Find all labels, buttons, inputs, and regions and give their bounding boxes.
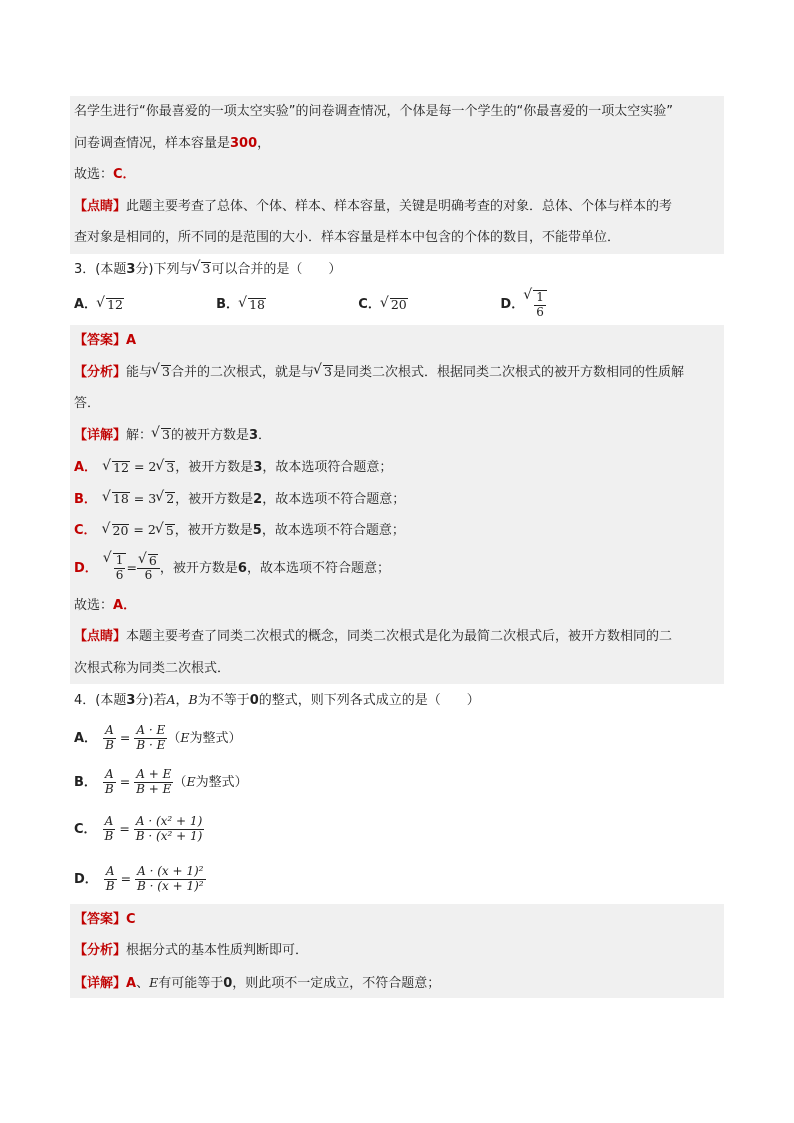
fraction	[104, 865, 117, 894]
sqrt-expression	[103, 461, 130, 475]
detail-line	[74, 967, 720, 999]
detail-option-c	[74, 514, 720, 546]
option-label: C．	[74, 821, 97, 837]
detail-option-d	[74, 546, 720, 590]
answer-line	[74, 325, 720, 357]
point-tag: 【点睛】	[74, 629, 127, 644]
detail-option-b	[74, 483, 720, 515]
option-d: D． $\frac{A}{B}$ = $\frac{\text{A · (x + 1)²}}{\text{B · (x + 1)²}}$	[74, 863, 204, 893]
radicand: 3	[162, 427, 170, 443]
analysis-line	[74, 357, 720, 389]
variable: E	[180, 729, 190, 745]
option-label: C．	[358, 297, 381, 312]
answer-line	[74, 904, 720, 936]
score: 3	[126, 693, 136, 708]
text: ，则此项不一定成立，不符合题意；	[232, 975, 441, 991]
analysis-tag: 【分析】	[74, 364, 127, 380]
text-line	[74, 128, 720, 160]
radicand: 2	[166, 491, 175, 507]
q4-solution-block	[70, 904, 724, 999]
point-line	[74, 621, 720, 653]
fraction	[134, 724, 167, 753]
math-text: = 3	[129, 490, 157, 506]
question-3	[70, 254, 724, 326]
text: （	[167, 730, 181, 746]
option-label: C．	[74, 523, 97, 538]
sqrt-expression	[152, 365, 171, 379]
fraction	[114, 554, 126, 583]
option-a: A． $\frac{A}{B}$ = $\frac{A \cdot E}{B \cdot E}$ （E为整式）	[74, 722, 242, 752]
analysis-tag: 【分析】	[74, 943, 127, 958]
q2-solution-block	[70, 96, 724, 254]
text: （	[173, 774, 187, 790]
denominator: B + E	[136, 781, 172, 796]
fraction	[135, 865, 206, 894]
math-text: =	[126, 559, 137, 575]
text: 解：	[126, 427, 153, 443]
document-page	[70, 96, 724, 998]
variable: A	[126, 975, 137, 991]
text: 有可能等于	[158, 975, 224, 991]
variable: B	[188, 692, 198, 707]
number: 0	[249, 693, 259, 708]
variable: E	[149, 974, 159, 990]
option-label: A．	[74, 730, 98, 746]
text: 合并的二次根式，就是与	[170, 364, 314, 380]
text: 此题主要考查了总体、个体、样本、样本容量，关键是明确考查的对象．总体、个体与样本的考	[126, 198, 673, 214]
denominator: 6	[115, 568, 124, 582]
number: 2	[253, 491, 263, 507]
text: 可以合并的是（ ）	[211, 261, 342, 277]
numerator: A	[104, 813, 114, 828]
choice-answer: C．	[113, 167, 136, 182]
option-label: A．	[74, 460, 98, 475]
sqrt-expression	[314, 365, 333, 379]
sqrt-expression	[103, 524, 130, 538]
numerator: A · (x + 1)²	[137, 863, 204, 878]
text: 故选：	[74, 167, 114, 182]
options-row	[74, 285, 720, 325]
radicand: 5	[165, 522, 174, 538]
text: 故选：	[74, 597, 114, 613]
choose-line	[74, 590, 720, 622]
numerator: A · (x² + 1)	[135, 813, 203, 828]
text: ．	[258, 427, 272, 443]
denominator: B · (x + 1)²	[137, 878, 204, 893]
text-line: 答．	[74, 396, 101, 411]
fraction	[103, 768, 116, 797]
answer-value: C	[126, 911, 136, 927]
denominator: B	[105, 878, 115, 893]
text: 是同类二次根式．根据同类二次根式的被开方数相同的性质解	[332, 364, 684, 380]
math-text: = 2	[129, 522, 156, 537]
option-label: B．	[74, 774, 97, 790]
sqrt-expression	[104, 553, 127, 583]
text-line: 查对象是相同的，所不同的是范围的大小．样本容量是样本中包含的个体的数目，不能带单位．	[74, 230, 621, 245]
numerator: A + E	[136, 766, 172, 781]
numerator: A	[105, 722, 114, 737]
option-label: A．	[74, 297, 98, 312]
text: 的被开方数是	[170, 427, 249, 443]
text: ，故本选项符合题意；	[262, 460, 393, 475]
q3-solution-block	[70, 325, 724, 684]
text-line: 次根式称为同类二次根式．	[74, 660, 231, 676]
denominator: 6	[536, 304, 544, 319]
text: ，被开方数是	[159, 560, 238, 576]
sqrt-expression	[239, 298, 266, 312]
sqrt-expression	[156, 524, 175, 538]
sqrt-expression	[156, 461, 175, 475]
sqrt-expression	[192, 262, 211, 276]
score: 3	[126, 261, 136, 277]
detail-line	[74, 420, 720, 452]
numerator: √ 1	[536, 289, 544, 304]
number: 3	[249, 427, 259, 443]
choose-line	[74, 159, 720, 191]
text: 根据分式的基本性质判断即可．	[126, 943, 309, 958]
text: ，被开方数是	[175, 491, 254, 507]
fraction	[103, 815, 116, 844]
text: ，故本选项不符合题意；	[246, 560, 390, 576]
number: 6	[237, 560, 247, 576]
answer-tag: 【答案】	[74, 911, 127, 927]
fraction	[103, 724, 116, 753]
detail-tag: 【详解】	[74, 427, 127, 443]
question-stem	[74, 254, 720, 286]
option-label: D．	[500, 297, 525, 312]
point-tag: 【点睛】	[74, 198, 127, 214]
denominator: 6	[144, 567, 153, 582]
fraction	[534, 291, 546, 320]
text: ，被开方数是	[174, 523, 253, 538]
text: 3．(本题	[74, 261, 127, 277]
radicand: 18	[249, 296, 265, 312]
radicand: 20	[390, 296, 407, 312]
option-label: B．	[74, 491, 97, 507]
numerator: √ 1	[115, 553, 124, 568]
radicand: 18	[112, 491, 129, 507]
text: 问卷调查情况，样本容量是	[74, 135, 231, 151]
denominator: B	[105, 737, 114, 752]
text: 分)下列与	[135, 261, 193, 277]
option-c	[358, 285, 496, 325]
answer-value: A	[126, 333, 137, 348]
radicand: 20	[112, 522, 129, 538]
option-b	[216, 285, 354, 325]
numerator: A · E	[136, 722, 166, 737]
numerator: A	[105, 863, 115, 878]
text: ，	[257, 135, 271, 151]
number: 3	[253, 460, 263, 475]
sqrt-expression	[103, 492, 130, 506]
text: 本题主要考查了同类二次根式的概念，同类二次根式是化为最简二次根式后，被开方数相同的二	[126, 629, 673, 644]
radicand: 12	[113, 459, 129, 475]
sqrt-expression	[381, 298, 408, 312]
option-label: B．	[216, 297, 240, 312]
text: 为整式）	[195, 774, 248, 790]
option-a	[74, 285, 212, 325]
sqrt-expression	[97, 298, 124, 312]
radicand: 12	[107, 296, 123, 312]
choice-answer: A．	[113, 597, 137, 613]
number: 5	[252, 523, 262, 538]
text: 的整式，则下列各式成立的是（ ）	[258, 693, 480, 708]
variable: E	[186, 773, 196, 789]
text: 为整式）	[189, 730, 242, 746]
option-label: D．	[74, 560, 98, 576]
radicand: 3	[324, 364, 332, 380]
text: 分)若	[135, 693, 167, 708]
question-stem	[74, 684, 720, 716]
point-line	[74, 191, 720, 223]
text: ，	[175, 693, 189, 708]
question-4	[70, 684, 724, 904]
radicand: 3	[202, 261, 211, 277]
text: ，被开方数是	[175, 460, 254, 475]
text: 能与	[126, 364, 153, 380]
option-b: B． $\frac{A}{B}$ = $\frac{A + E}{B + E}$ （E为整式）	[74, 766, 248, 796]
fraction	[134, 768, 173, 797]
denominator: B	[104, 828, 114, 843]
option-label: D．	[74, 871, 98, 887]
detail-option-a	[74, 451, 720, 483]
detail-tag: 【详解】	[74, 975, 127, 991]
sqrt-expression	[524, 290, 547, 320]
denominator: B · (x² + 1)	[135, 828, 203, 843]
sqrt-expression	[156, 492, 175, 506]
text: 、	[136, 975, 150, 991]
sqrt-expression	[139, 554, 158, 568]
text: ，故本选项不符合题意；	[261, 523, 405, 538]
text: 4．(本题	[74, 693, 127, 708]
numerator: A	[105, 766, 114, 781]
option-c: C． $\frac{A}{B}$ = $\frac{\text{A · (x² + 1)}}{\text{B · (x² + 1)}}$	[74, 813, 203, 843]
radicand: 3	[166, 459, 175, 475]
text: ，故本选项不符合题意；	[262, 491, 406, 507]
text-line: 名学生进行“你最喜爱的一项太空实验”的问卷调查情况，个体是每一个学生的“你最喜爱的一项太空实验”	[74, 104, 673, 119]
math-text: = 2	[129, 459, 157, 474]
analysis-line	[74, 935, 720, 967]
number: 0	[223, 975, 233, 991]
sample-size-value: 300	[230, 135, 258, 151]
fraction	[134, 815, 205, 844]
denominator: B · E	[136, 737, 166, 752]
denominator: B	[104, 781, 114, 796]
fraction	[137, 554, 160, 583]
radicand: 3	[162, 364, 170, 380]
option-d	[500, 285, 638, 325]
answer-tag: 【答案】	[74, 333, 127, 348]
text: 为不等于	[197, 693, 250, 708]
variable: A	[166, 692, 176, 707]
sqrt-expression	[152, 428, 171, 442]
radicand: 6	[148, 552, 157, 568]
